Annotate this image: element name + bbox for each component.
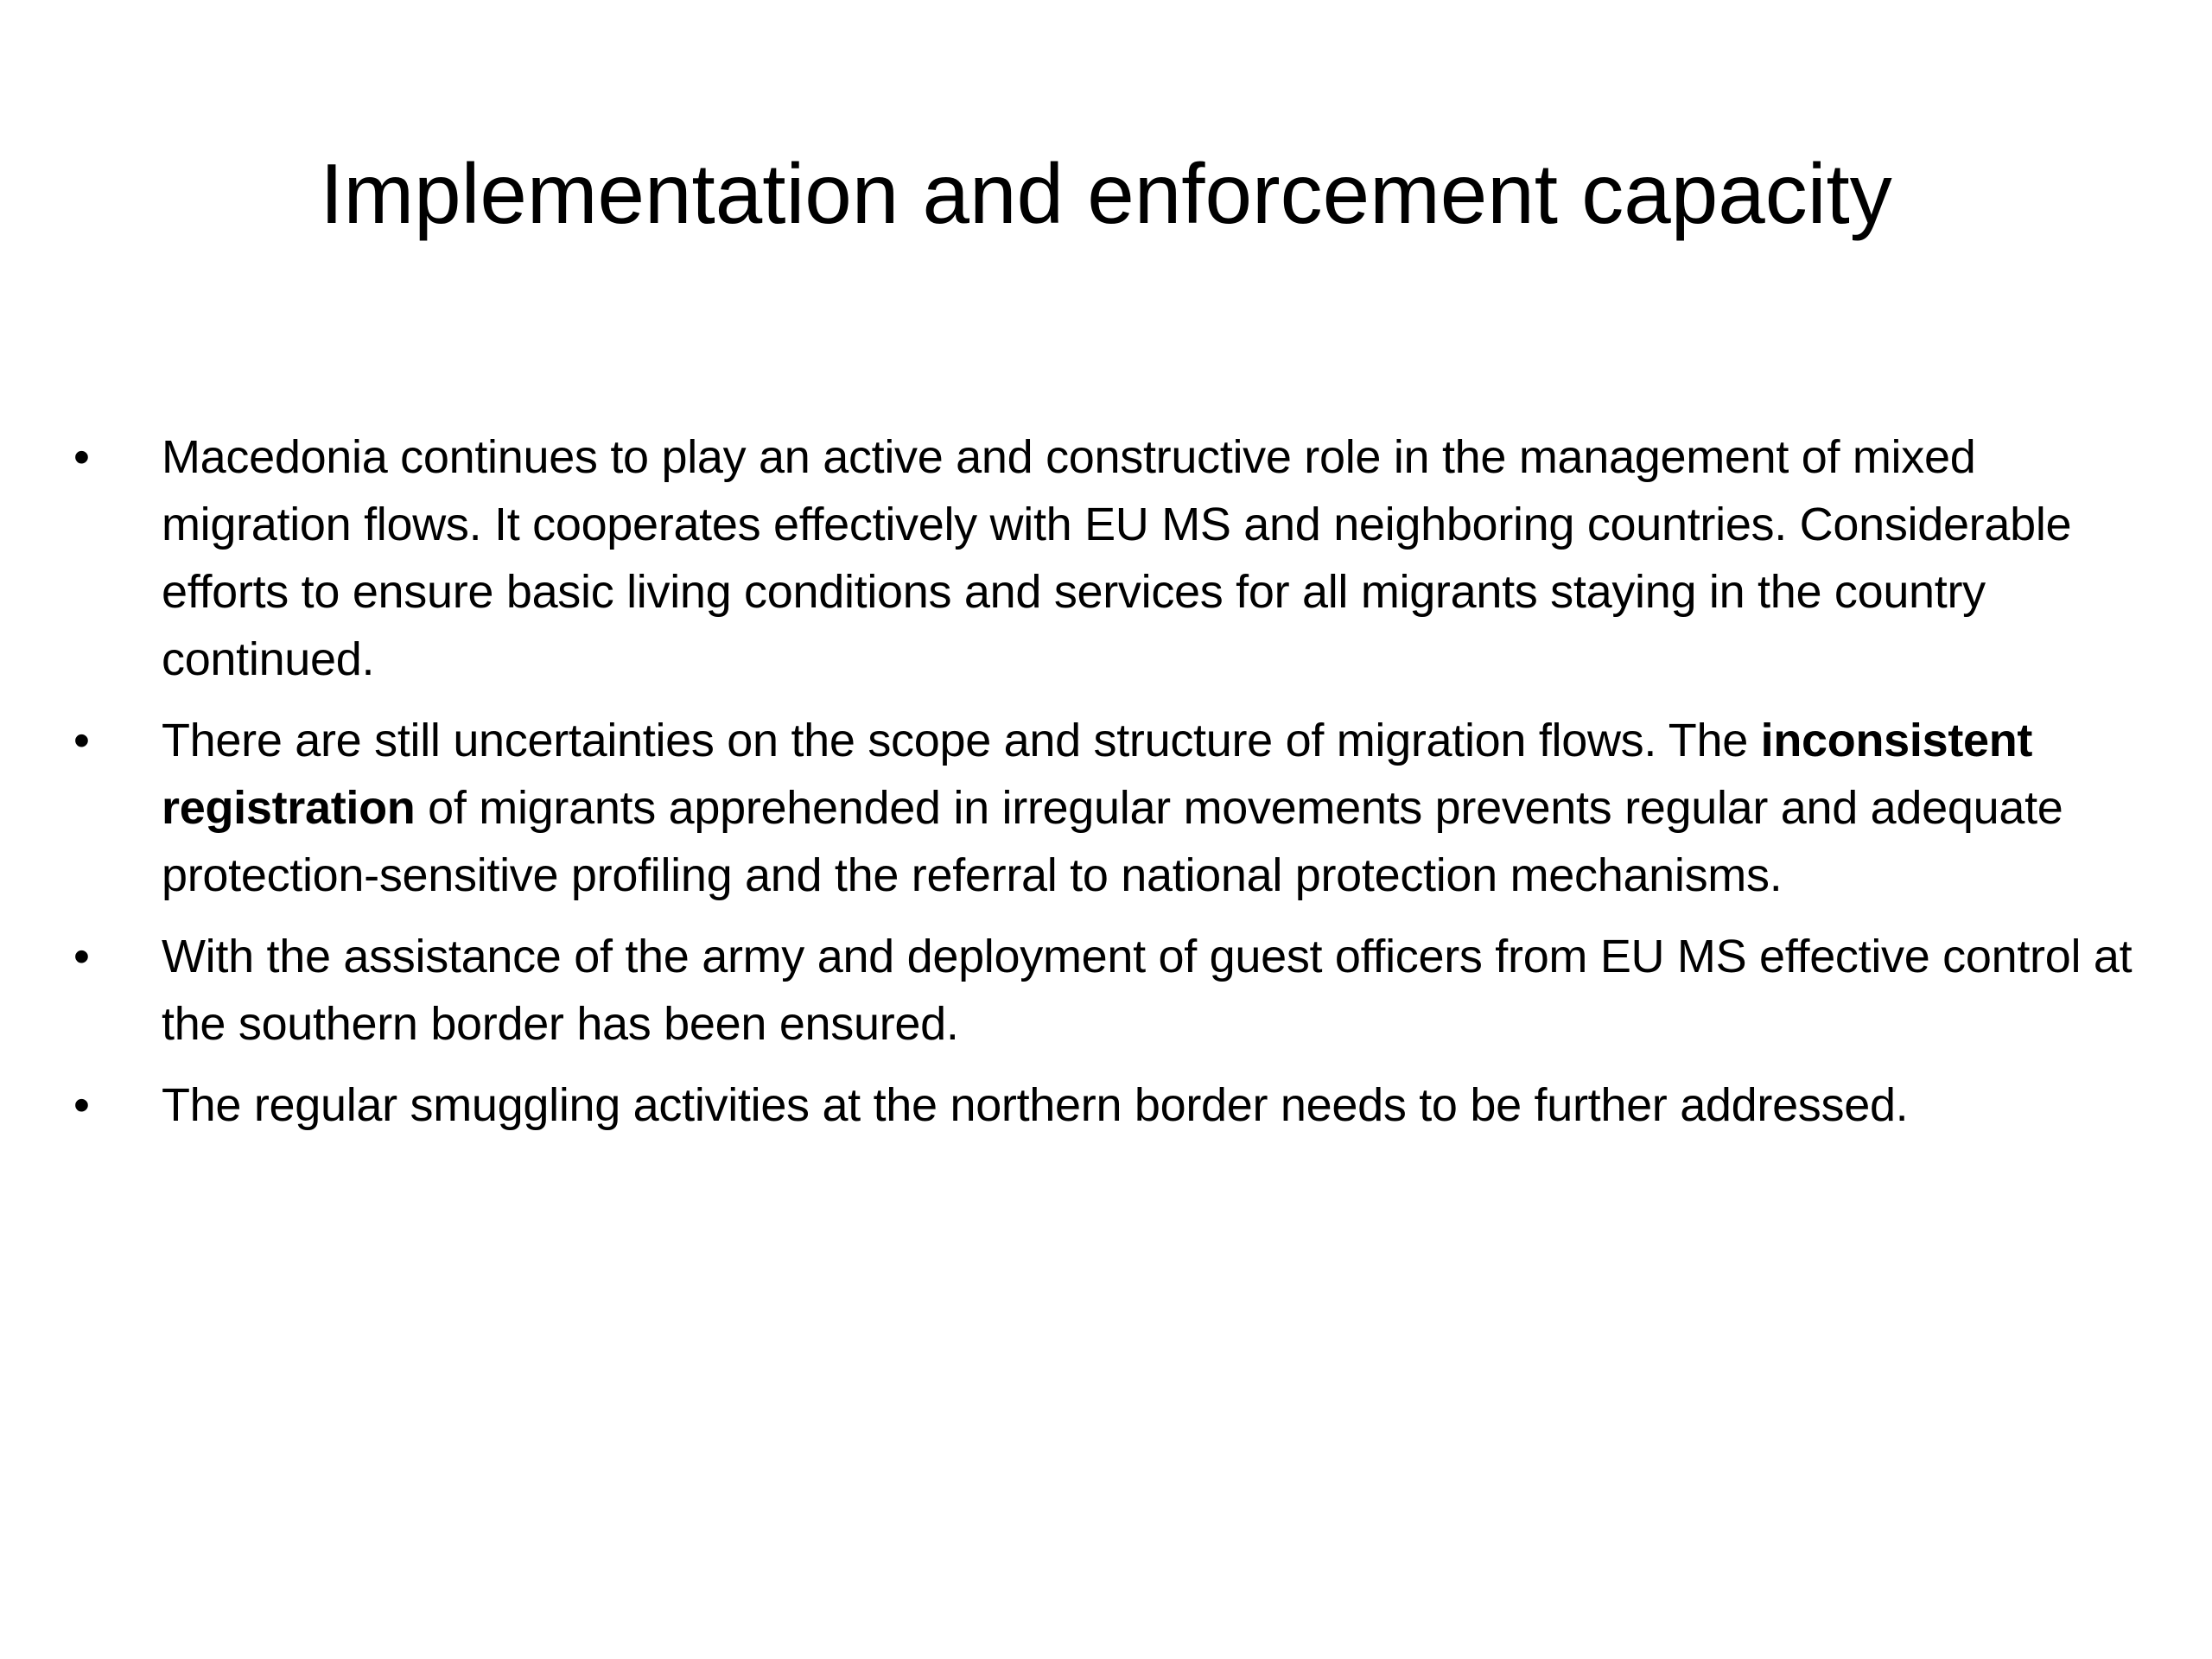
bullet-text-part: With the assistance of the army and deployment of guest officers from EU MS effective control at the southern border has been ensured.: [162, 931, 2133, 1050]
bullet-marker: •: [73, 715, 90, 766]
bullet-text-bold: inconsistent registration: [162, 715, 2033, 834]
slide-title: Implementation and enforcement capacity: [320, 146, 1892, 241]
bullet-item: [73, 1071, 2156, 1139]
bullet-text-part: of migrants apprehended in irregular movements prevents regular and adequate protection-sensitive profiling and the referral to national protection mechanisms.: [162, 782, 2063, 901]
bullet-text: [162, 1079, 1908, 1131]
bullet-text-part: There are still uncertainties on the scope and structure of migration flows. The: [162, 715, 1761, 766]
bullet-text-part: The regular smuggling activities at the northern border needs to be further addressed.: [162, 1079, 1909, 1131]
bullet-marker: •: [73, 431, 90, 483]
bullet-item: [73, 923, 2156, 1058]
bullet-item: [73, 707, 2156, 909]
bullet-text: [162, 931, 2132, 1050]
bullet-item: [73, 423, 2156, 693]
bullet-marker: •: [73, 931, 90, 982]
bullet-text-part: Macedonia continues to play an active and constructive role in the management of mixed migration flows. It cooperates effectively with EU MS and neighboring countries. Considerable efforts to ensure basic living conditions and services for all migrants staying in the country continued.: [162, 431, 2072, 685]
bullet-text: [162, 431, 2071, 685]
bullet-list: [73, 423, 2156, 1153]
bullet-text: [162, 715, 2063, 901]
bullet-marker: •: [73, 1079, 90, 1131]
